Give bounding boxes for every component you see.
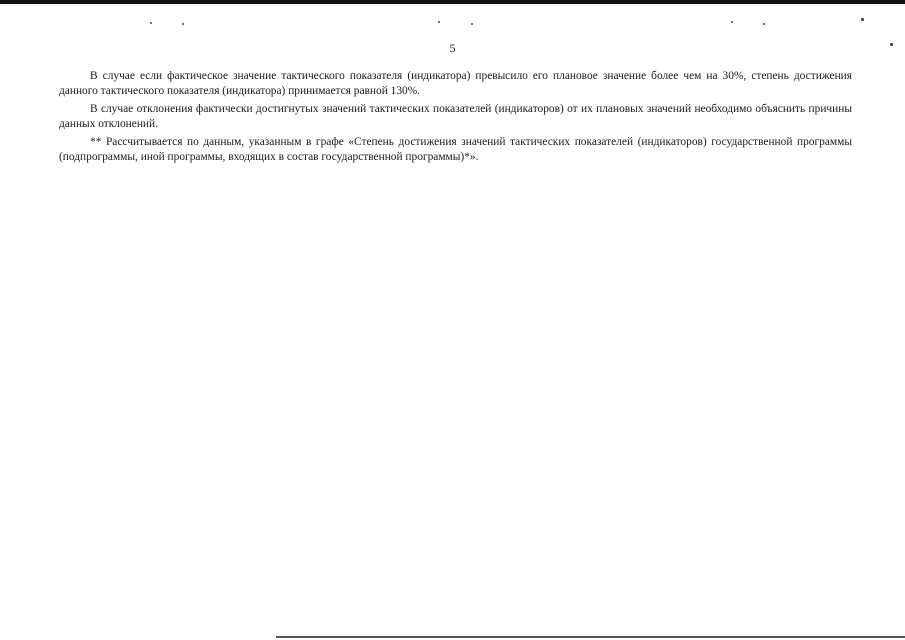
page-number: 5 — [449, 41, 456, 55]
scan-top-edge — [0, 0, 905, 4]
footnote-calculation-source: ** Рассчитывается по данным, указанным в графе «Степень достижения значений тактических показателей (индикаторов) государственной программы (подпрограммы, иной программы, входящих в состав государственной программы)*». — [59, 135, 852, 164]
scan-speck — [182, 23, 184, 25]
paragraph-deviation-explanation: В случае отклонения фактически достигнутых значений тактических показателей (индикаторов) от их плановых значений необходимо объяснить причины данных отклонений. — [59, 102, 852, 131]
scan-speck — [731, 21, 733, 23]
scan-speck — [150, 22, 152, 24]
document-body — [59, 69, 852, 165]
scan-speck — [861, 18, 864, 21]
scan-bottom-edge — [276, 636, 905, 638]
scan-speck — [471, 23, 473, 25]
paragraph-overachievement-rule: В случае если фактическое значение тактического показателя (индикатора) превысило его плановое значение более чем на 30%, степень достижения данного тактического показателя (индикатора) принимается равной 130%. — [59, 70, 852, 98]
scan-speck — [763, 23, 765, 25]
scan-speck — [438, 21, 440, 23]
